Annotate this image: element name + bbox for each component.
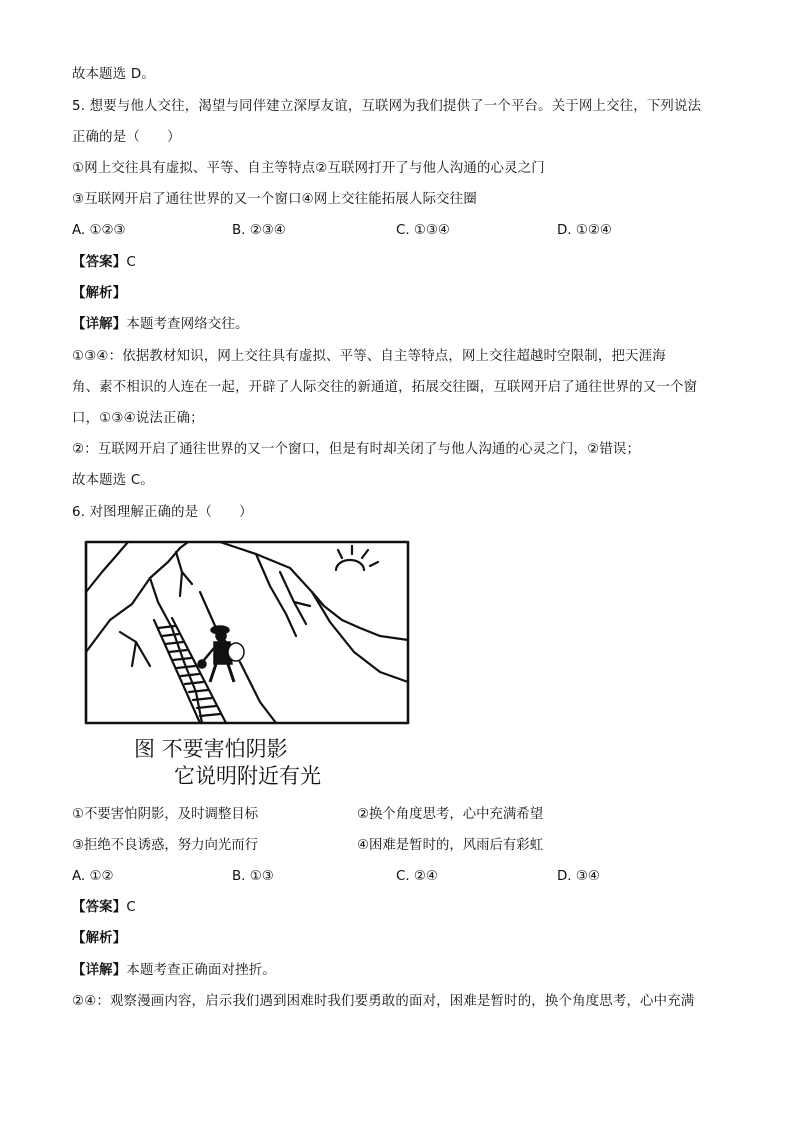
q6-statement-1: ①不要害怕阴影，及时调整目标 (72, 807, 259, 822)
q6-stem: 6. 对图理解正确的是（ ） (72, 505, 253, 520)
q5-option-a: A. ①②③ (72, 223, 126, 238)
q5-detail (72, 316, 249, 334)
q5-option-d: D. ①②④ (557, 223, 612, 238)
q5-detail-text: 本题考查网络交往。 (126, 317, 249, 332)
q5-stem-line1: 5. 想要与他人交往，渴望与同伴建立深厚友谊，互联网为我们提供了一个平台。关于网上交往，下列说法 (72, 99, 702, 114)
q6-explain-line1: ②④：观察漫画内容，启示我们遇到困难时我们要勇敢的面对，困难是暂时的，换个角度思考，心中充满 (72, 994, 695, 1009)
q6-option-d: D. ③④ (557, 869, 600, 884)
q5-explain-line2: 角、素不相识的人连在一起，开辟了人际交往的新通道，拓展交往圈，互联网开启了通往世界的又一个窗 (72, 380, 698, 395)
q5-answer (72, 254, 136, 272)
q6-statement-3: ③拒绝不良诱惑，努力向光而行 (72, 838, 259, 853)
q4-conclusion: 故本题选 D。 (72, 67, 155, 82)
q6-answer (72, 899, 136, 917)
q6-cartoon-image (80, 532, 414, 727)
q5-statement-line1: ①网上交往具有虚拟、平等、自主等特点②互联网打开了与他人沟通的心灵之门 (72, 161, 545, 176)
q6-answer-label: 【答案】 (72, 900, 127, 915)
q6-figure-caption-line1: 图 不要害怕阴影 (134, 737, 288, 761)
q6-analysis-label: 【解析】 (72, 931, 127, 946)
q5-detail-label: 【详解】 (72, 317, 127, 332)
q5-statement-line2: ③互联网开启了通往世界的又一个窗口④网上交往能拓展人际交往圈 (72, 192, 477, 207)
q6-detail (72, 962, 276, 980)
q5-answer-value: C (126, 255, 136, 270)
q5-option-c: C. ①③④ (396, 223, 450, 238)
q6-option-a: A. ①② (72, 869, 114, 884)
q5-analysis-label: 【解析】 (72, 286, 127, 301)
q6-figure-caption-line2: 它说明附近有光 (174, 764, 321, 788)
q5-conclusion: 故本题选 C。 (72, 473, 154, 488)
q5-stem-line2: 正确的是（ ） (72, 130, 181, 145)
q6-option-b: B. ①③ (232, 869, 274, 884)
q6-detail-label: 【详解】 (72, 963, 127, 978)
q6-answer-value: C (126, 900, 136, 915)
q5-option-b: B. ②③④ (232, 223, 286, 238)
q6-detail-text: 本题考查正确面对挫折。 (126, 963, 276, 978)
q6-option-c: C. ②④ (396, 869, 438, 884)
q5-explain-line3: 口，①③④说法正确； (72, 411, 204, 426)
q5-explain-line4: ②：互联网开启了通往世界的又一个窗口，但是有时却关闭了与他人沟通的心灵之门，②错误； (72, 442, 641, 457)
q5-explain-line1: ①③④：依据教材知识，网上交往具有虚拟、平等、自主等特点，网上交往超越时空限制，把天涯海 (72, 349, 666, 364)
q5-answer-label: 【答案】 (72, 255, 127, 270)
q6-statement-4: ④困难是暂时的，风雨后有彩虹 (357, 838, 544, 853)
q6-statement-2: ②换个角度思考，心中充满希望 (357, 807, 544, 822)
